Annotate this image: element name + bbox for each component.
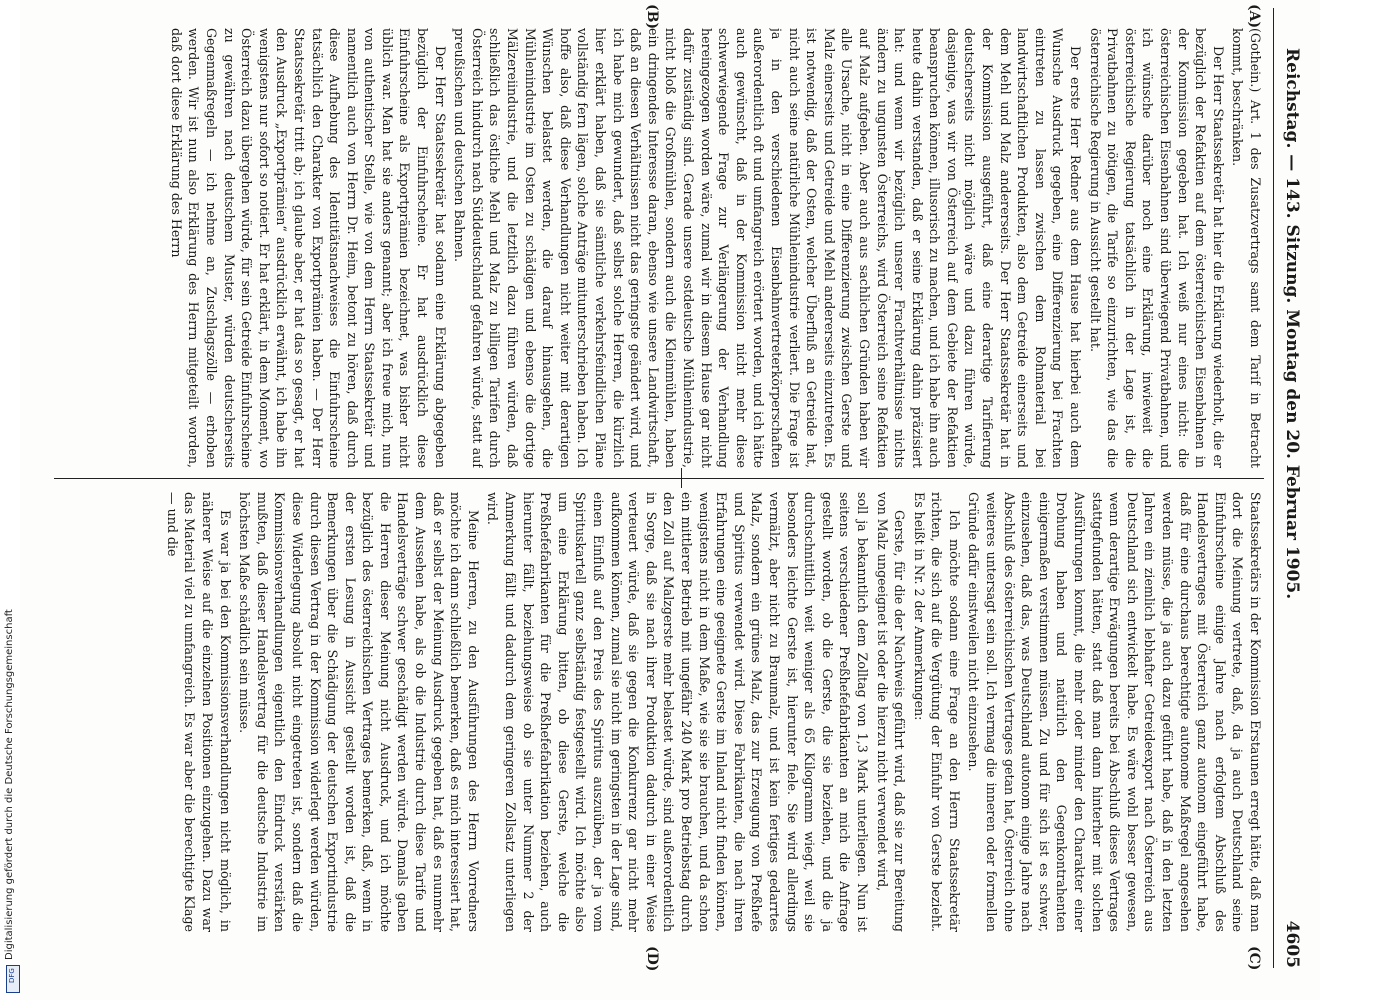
margin-marker-a: (A) — [1246, 4, 1262, 29]
paragraph: Der Herr Staatssekretär hat sodann eine Erklärung abgegeben bezüglich der Einfuhrscheine. Er hat ausdrücklich diese Einfuhrscheine als Exportprämien bezeichnet, was bisher nicht üblich war. Man hat sie anders genannt; aber ich freue mich, nun von authentischer Stelle, wie von dem Herrn Staatssekretär und namentlich auch von Herrn Dr. Heim, betont zu hören, daß durch diese Aufhebung des Identitätsnachweises die Einfuhrscheine tatsächlich den Charakter von Exportprämien haben. — Der Herr Staatssekretär tritt ab; ich glaube aber, er hat das so gesagt, er hat den Ausdruck „Exportprämien“ ausdrücklich erwähnt, ich habe ihn wenigstens nur sofort so notiert. Er hat erklärt, in dem Moment, wo Österreich dazu übergehen würde, für sein Getreide Einfuhrscheine zu gewähren nach deutschem Muster, würden deutscherseits Gegenmaßregeln — ich nehme an, Zuschlagszölle — erhoben werden. Wir ist nun also Erklärung des Herrn mitgeteilt worden, daß dort diese Erklärung des Herrn — [168, 28, 448, 468]
left-column — [54, 28, 1264, 468]
paragraph: Staatssekretärs in der Kommission Erstaunen erregt hätte, daß man dort die Meinung vertrete, daß, da ja auch Deutschland seine Einfuhrscheine einige Jahre nach erfolgtem Abschluß des Handelsvertrages mit Österreich ganz autonom eingeführt habe, daß für eine durchaus berechtigte autonome Maßregel angesehen werden müsse, die ja auch dazu geführt habe, daß in den letzten Jahren ein ziemlich lebhafter Getreideexport nach Österreich aus Deutschland sich entwickelt habe. Es wäre wohl besser gewesen, wenn derartige Erwägungen bereits bei Abschluß dieses Vertrages stattgefunden hätten, statt daß man dann hinterher mit solchen Ausführungen kommt, die mehr oder minder den Charakter einer Drohung haben und natürlich den Gegenkontrahenten einigermaßen verstimmen müssen. Zu und für sich ist es schwer, einzusehen, daß das, was Deutschland autonom einige Jahre nach Abschluß des österreichischen Vertrages getan hat, Österreich ohne weiteres untersagt sein soll. Ich vermag die inneren oder formellen Gründe dafür einstweilen nicht einzusehen. — [966, 492, 1263, 932]
document-page — [20, 0, 1320, 1000]
margin-marker-b: (B) — [644, 4, 660, 30]
paragraph: Meine Herren, zu den Ausführungen des Herrn Vorredners möchte ich dann schließlich bemerken, daß es mich interessiert hat, daß er selbst der Meinung Ausdruck gegeben hat, daß es nunmehr dem Aussehen habe, als ob die Industrie durch diese Tarife und Handelsverträge schwer geschädigt werden würde. Damals gaben die Herren dieser Meinung nicht Ausdruck, und ich möchte bezüglich des österreichischen Vertrages bemerken, daß, wenn in der ersten Lesung in Aussicht gestellt worden ist, daß die Bemerkungen über die Schädigung der deutschen Exportindustrie durch diesen Vertrag in der Kommission widerlegt werden würden, diese Widerlegung absolut nicht eingetreten ist, sondern daß die Kommissionsverhandlungen eigentlich den Eindruck verstärken mußten, daß dieser Handelsvertrag für die deutsche Industrie im höchsten Maße schädlich sein müsse. — [237, 492, 481, 932]
quoted-paragraph: Gerste, für die der Nachweis geführt wird, daß sie zur Bereitung von Malz ungeeignet ist oder die hierzu nicht verwendet wird, — [874, 492, 908, 932]
margin-marker-d: (D) — [644, 946, 660, 972]
column-divider-tick — [681, 468, 682, 488]
paragraph: (Gothein.) Art. 1 des Zusatzvertrags samt dem Tarif in Betracht kommt, beschränken. — [1230, 28, 1263, 468]
margin-marker-c: (C) — [1246, 946, 1262, 971]
column-divider — [54, 478, 1264, 479]
dfg-logo — [6, 965, 20, 993]
running-head: Reichstag. — 143. Sitzung. Montag den 20. Februar 1905. — [1282, 48, 1302, 600]
dfg-logo-text: DFG — [8, 968, 16, 983]
paragraph: Der erste Herr Redner aus dem Hause hat hierbei auch dem Wunsche Ausdruck gegeben, eine Differenzierung bei Frachten eintreten zu lassen zwischen dem Rohmaterial bei landwirtschaftlichen Produkten, also dem Getreide einerseits und dem Mehl und Malz andererseits. Der Herr Staatssekretär hat in der Kommission ausgeführt, daß eine derartige Tarifierung deutscherseits nicht möglich wäre und dazu führen würde, dasjenige, was wir von Österreich auf dem Gebiete der Refaktien beanspruchen können, illusorisch zu machen, und ich habe ihn auch heute dahin verstanden, daß er seine Erklärung dahin präzisiert hat: und wenn wir bezüglich unserer Frachtverhältnisse nichts ändern zu ungunsten Österreichs, wird Österreich seine Refaktien auf Malz aufgeben. Aber auch aus sachlichen Gründen haben wir alle Ursache, nicht in eine Differenzierung zwischen Gerste und Malz einerseits und Getreide und Mehl andererseits einzutreten. Es ist notwendig, daß der Osten, welcher Überfluß an Getreide hat, nicht auch seine natürliche Mühlenindustrie verliert. Die Frage ist ja in den verschiedenen Eisenbahnvertreterkörperschaften außerordentlich oft und umfangreich erörtert worden, und ich hätte auch gewünscht, daß in der Kommission nicht mehr diese schwerwiegende Frage zur Verlängerung der Verhandlung hereingezogen worden wäre, zumal wir in diesem Hause gar nicht dafür zuständig sind. Gerade unsere ostdeutsche Mühlenindustrie, nicht bloß die Großmühlen, sondern auch die Kleinmühlen, haben ein dringendes Interesse daran, ebenso wie unsere Landwirtschaft, daß an diesen Verhältnissen nicht das geringste geändert wird, und ich habe mich gewundert, daß selbst solche Herren, die kürzlich hier erklärt haben, daß sie sämtliche verkehrsfeindlichen Pläne vollständig fern lägen, solche Anträge mitunterschrieben haben. Ich hoffe also, daß diese Verhandlungen nicht weiter mit derartigen Wünschen belastet werden, die darauf hinausgehen, die Mühlenindustrie im Osten zu schädigen und ebenso die dortige Mälzereiindustrie, und die letztlich dazu führen würden, daß schließlich das östliche Mehl und Malz zu billigen Tarifen durch Österreich hindurch nach Süddeutschland gefahren würde, statt auf preußischen und deutschen Bahnen. — [452, 28, 1084, 468]
paragraph: soll ja bekanntlich dem Zolltag von 1,3 Mark unterliegen. Nun ist seitens verschiedener Preßhefefabrikanten an mich die Anfrage gestellt worden, ob die Gerste, die sie beziehen, und die ja durchschnittlich weit weniger als 65 Kilogramm wiegt, weil sie besonders leichte Gerste ist, hierunter fiele. Sie wird allerdings vermälzt, aber nicht zu Braumalz, und ist kein fertiges gedarrtes Malz, sondern ein grünes Malz, das zur Erzeugung von Preßhefe und Spiritus verwendet wird. Diese Fabrikanten, die nach ihren Erfahrungen eine geeignete Gerste im Inland nicht finden können, wenigstens nicht in dem Maße, wie sie sie brauchen, und da schon ein mittlerer Betrieb mit ungefähr 240 Mark pro Betriebstag durch den Zoll auf Malzgerste mehr belastet würde, sind außerordentlich in Sorge, daß sie nach ihrer Produktion dadurch in einer Weise verteuert würde, daß sie gegen die Konkurrenz gar nicht mehr aufkommen können, zumal sie nicht im geringsten in der Lage sind, einen Einfluß auf den Preis des Spiritus auszuüben, der ja vom Spirituskartell ganz selbständig festgestellt wird. Ich möchte also um eine Erklärung bitten, ob diese Gerste, welche die Preßhefefabrikanten für die Preßhefefabrikation beziehen, auch hierunter fällt, beziehungsweise ob sie unter Nummer 2 der Anmerkung fällt und dadurch dem geringeren Zollsatz unterliegen wird. — [485, 492, 870, 932]
right-column — [54, 492, 1264, 932]
paragraph: Der Herr Staatssekretär hat hier die Erklärung wiederholt, die er bezüglich der Refaktien auf dem österreichischen Eisenbahnen in der Kommission gegeben hat. Ich weiß nur eines nicht: die österreichischen Eisenbahnen sind überwiegend Privatbahnen, und ich wünsche darüber noch eine Erklärung, inwieweit die österreichische Regierung tatsächlich in der Lage ist, die Privatbahnen zu nötigen, die Tarife so einzurichten, wie das die österreichische Regierung in Aussicht gestellt hat. — [1087, 28, 1226, 468]
paragraph: Ich möchte sodann eine Frage an den Herrn Staatssekretär richten, die sich auf die Vergütung der Einfuhr von Gerste bezieht. Es heißt in Nr. 2 der Anmerkungen: — [911, 492, 962, 932]
paragraph: Es war ja bei den Kommissionsverhandlungen nicht möglich, in näherer Weise auf die einzelnen Positionen einzugehen. Dazu war das Material viel zu umfangreich. Es war aber die berechtigte Klage — und die — [164, 492, 233, 932]
digitization-credit: Digitalisierung gefördert durch die Deutsche Forschungsgemeinschaft — [4, 609, 15, 960]
page-number: 4605 — [1282, 920, 1302, 968]
page-header — [1273, 8, 1308, 968]
